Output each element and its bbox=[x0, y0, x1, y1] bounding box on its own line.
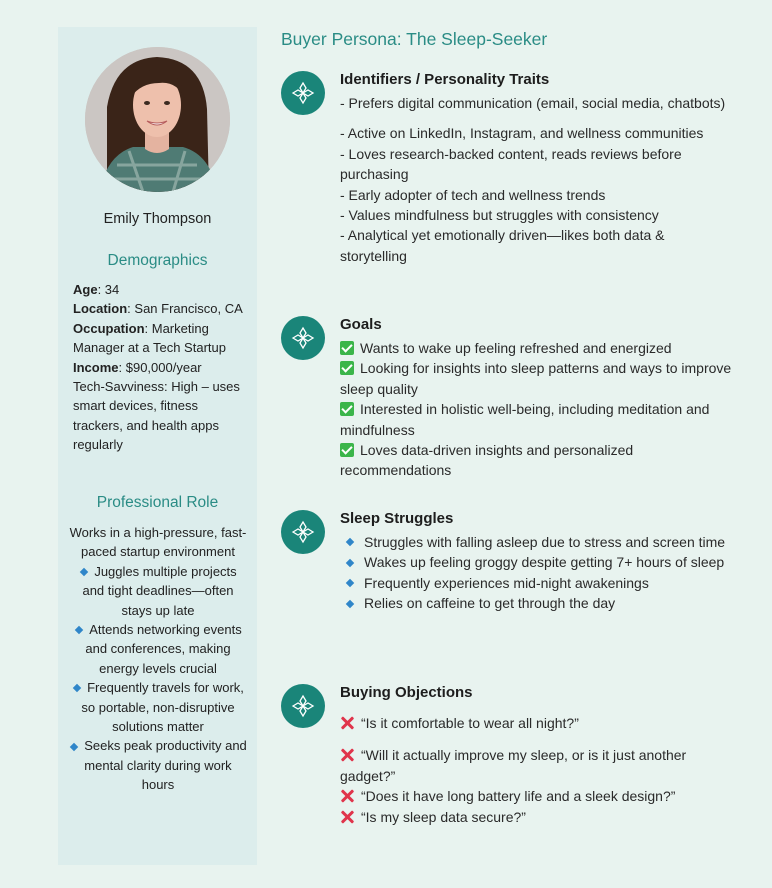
list-item: “Will it actually improve my sleep, or is it just another gadget?” bbox=[340, 747, 687, 784]
list-item: “Is it comfortable to wear all night?” bbox=[340, 713, 735, 733]
list-item: Relies on caffeine to get through the day bbox=[340, 593, 735, 613]
demographics-list bbox=[73, 280, 251, 455]
demographics-heading: Demographics bbox=[107, 252, 208, 269]
bullet-diamond-icon bbox=[346, 579, 354, 587]
bullet-diamond-icon bbox=[73, 684, 81, 692]
list-item: Frequently experiences mid-night awakenings bbox=[340, 573, 735, 593]
demographic-income: Income: $90,000/year bbox=[73, 359, 202, 375]
list-item: - Analytical yet emotionally driven—likes both data & storytelling bbox=[340, 227, 665, 264]
section-title: Buying Objections bbox=[340, 684, 473, 701]
professional-role-list bbox=[69, 523, 247, 795]
identifiers-list bbox=[340, 93, 735, 266]
bullet-diamond-icon bbox=[75, 626, 83, 634]
persona-name: Emily Thompson bbox=[103, 211, 212, 227]
list-item: - Active on LinkedIn, Instagram, and wellness communities bbox=[340, 125, 704, 142]
demographic-occupation: Occupation: Marketing Manager at a Tech Startup bbox=[73, 320, 226, 356]
profile-photo bbox=[85, 47, 230, 192]
list-item: Frequently travels for work, so portable, non-disruptive solutions matter bbox=[69, 678, 247, 736]
cross-mark-icon bbox=[340, 810, 354, 824]
bullet-diamond-icon bbox=[346, 538, 354, 546]
demographic-location: Location: San Francisco, CA bbox=[73, 301, 243, 317]
cross-mark-icon bbox=[340, 716, 354, 730]
goals-list bbox=[340, 338, 735, 481]
list-item: Seeks peak productivity and mental clarity during work hours bbox=[69, 736, 247, 794]
list-item: Wants to wake up feeling refreshed and energized bbox=[340, 338, 735, 358]
demographic-age: Age: 34 bbox=[73, 282, 120, 297]
section-title: Sleep Struggles bbox=[340, 510, 454, 527]
list-item: Wakes up feeling groggy despite getting 7+ hours of sleep bbox=[340, 552, 735, 572]
list-item: - Prefers digital communication (email, social media, chatbots) bbox=[340, 95, 726, 111]
list-item: “Is my sleep data secure?” bbox=[340, 807, 735, 827]
demographic-tech-savviness: Tech-Savviness: High – uses smart devices, fitness trackers, and health apps regularly bbox=[73, 379, 240, 453]
checkmark-icon bbox=[340, 341, 354, 355]
list-item: - Loves research-backed content, reads reviews before purchasing bbox=[340, 145, 682, 183]
list-item: - Early adopter of tech and wellness trends bbox=[340, 186, 606, 203]
sparkle-diamond-icon bbox=[281, 510, 325, 554]
bullet-diamond-icon bbox=[346, 558, 354, 566]
list-item: Loves data-driven insights and personalized recommendations bbox=[340, 442, 634, 479]
cross-mark-icon bbox=[340, 748, 354, 762]
list-item: Attends networking events and conferences, making energy levels crucial bbox=[69, 620, 247, 678]
sparkle-diamond-icon bbox=[281, 316, 325, 360]
checkmark-icon bbox=[340, 402, 354, 416]
list-item: - Values mindfulness but struggles with consistency bbox=[340, 207, 659, 224]
role-intro: Works in a high-pressure, fast-paced startup environment bbox=[69, 525, 247, 560]
struggles-list bbox=[340, 532, 735, 614]
cross-mark-icon bbox=[340, 789, 354, 803]
bullet-diamond-icon bbox=[70, 742, 78, 750]
list-item: Interested in holistic well-being, including meditation and mindfulness bbox=[340, 401, 710, 438]
sparkle-diamond-icon bbox=[281, 71, 325, 115]
bullet-diamond-icon bbox=[80, 568, 88, 576]
sparkle-diamond-icon bbox=[281, 684, 325, 728]
list-item: Juggles multiple projects and tight deadlines—often stays up late bbox=[69, 562, 247, 620]
professional-role-heading: Professional Role bbox=[96, 494, 219, 511]
list-item: “Does it have long battery life and a sleek design?” bbox=[340, 786, 735, 806]
objections-list bbox=[340, 713, 735, 827]
section-title: Goals bbox=[340, 316, 382, 333]
checkmark-icon bbox=[340, 443, 354, 457]
bullet-diamond-icon bbox=[346, 599, 354, 607]
profile-sidebar bbox=[58, 27, 257, 865]
list-item: Struggles with falling asleep due to stress and screen time bbox=[340, 532, 735, 552]
list-item: Looking for insights into sleep patterns and ways to improve sleep quality bbox=[340, 360, 732, 397]
section-title: Identifiers / Personality Traits bbox=[340, 71, 550, 88]
page-title: Buyer Persona: The Sleep-Seeker bbox=[281, 29, 548, 49]
checkmark-icon bbox=[340, 361, 354, 375]
